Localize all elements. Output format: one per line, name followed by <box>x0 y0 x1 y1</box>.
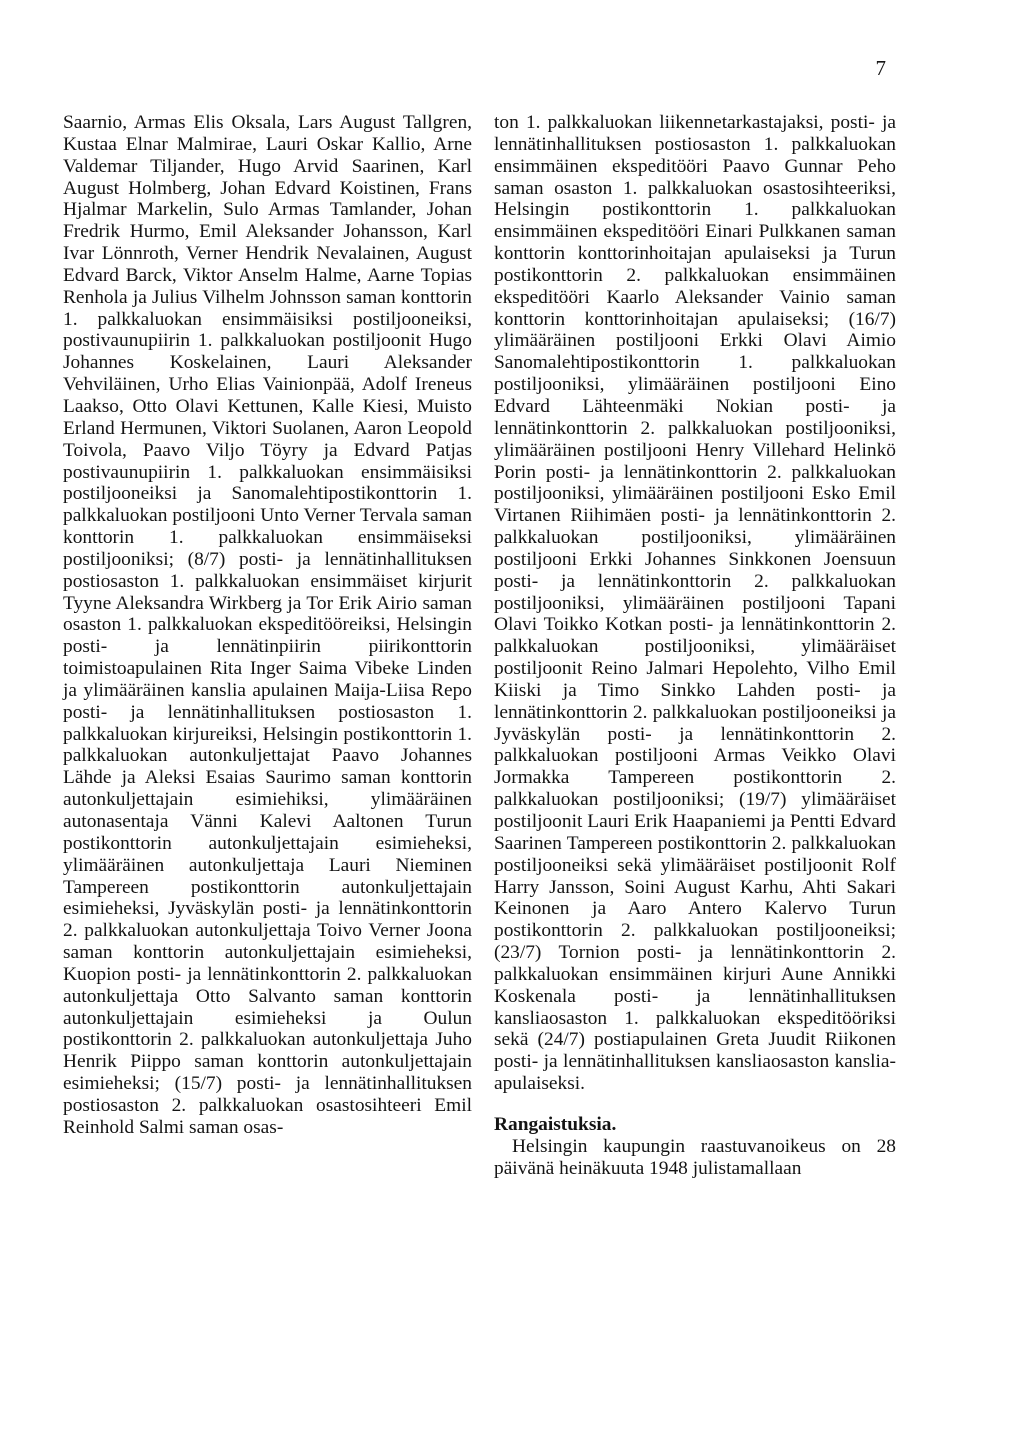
section-heading: Rangaistuksia. <box>494 1113 617 1135</box>
left-column-text: Saarnio, Armas Elis Oksala, Lars August Tallgren, Kustaa Elnar Malmirae, Lauri Oskar Kallio, Arne Valdemar Tiljander, Hugo Arvid Saarinen, Karl August Holmberg, Johan Edvard Koistinen, Frans Hjalmar Markelin, Sulo Armas Tamlander, Johan Fredrik Hurmo, Emil Aleksander Johansson, Karl Ivar Lönnroth, Verner Hendrik Nevalainen, August Edvard Barck, Viktor Anselm Halme, Aarne Topias Renhola ja Julius Vilhelm Johnsson saman konttorin 1. palkkaluokan ensimmäisiksi postiljooneiksi, postivaunupiirin 1. palkkaluokan postiljoonit Hugo Johannes Koskelainen, Lauri Aleksander Vehviläinen, Urho Elias Vainionpää, Adolf Ireneus Laakso, Otto Olavi Kettunen, Kalle Kiesi, Muisto Erland Hermunen, Viktori Suolanen, Aaron Leopold Toivola, Paavo Viljo Töyry ja Edvard Patjas postivaunupiirin 1. palkkaluokan ensimmäisiksi postiljooneiksi ja Sanomalehtipostikonttorin 1. palkkaluokan postiljooni Unto Verner Tervala saman konttorin 1. palkkaluokan ensimmäiseksi postiljooniksi; (8/7) posti- ja lennätinhallituksen postiosaston 1. palkkaluokan ensimmäiset kirjurit Tyyne Aleksandra Wirkberg ja Tor Erik Airio saman osaston 1. palkkaluokan ekspeditööreiksi, Helsingin posti- ja lennätinpiirin piirikonttorin toimistoapulainen Rita Inger Saima Vibeke Linden ja ylimääräinen kanslia apulainen Maija-Liisa Repo posti- ja lennätinhallituksen postiosaston 1. palkkaluokan kirjureiksi, Helsingin postikonttorin 1. palkkaluokan autonkuljettajat Paavo Johannes Lähde ja Aleksi Esaias Saurimo saman konttorin autonkuljettajain esimiehiksi, ylimääräinen autonasentaja Vänni Kalevi Aaltonen Turun postikonttorin autonkuljettajain esimieheksi, ylimääräinen autonkuljettaja Lauri Nieminen Tampereen postikonttorin autonkuljettajain esimieheksi, Jyväskylän posti- ja lennätinkonttorin 2. palkkaluokan autonkuljettaja Toivo Verner Joona saman konttorin autonkuljettajain esimieheksi, Kuopion posti- ja lennätinkonttorin 2. palkkaluokan autonkuljettaja Otto Salvanto saman konttorin autonkuljettajain esimieheksi ja Oulun postikonttorin 2. palkkaluokan autonkuljettaja Juho Henrik Piippo saman konttorin autonkuljettajain esimieheksi; (15/7) posti- ja lennätinhallituksen postiosaston 2. palkkaluokan osastosihteeri Emil Reinhold Salmi saman osas- <box>63 112 472 1138</box>
page-number: 7 <box>875 56 886 80</box>
left-column <box>63 112 472 1139</box>
right-column <box>494 112 896 1180</box>
section-text: Helsingin kaupungin raastuvanoikeus on 28 päivänä heinäkuuta 1948 julistamallaan <box>494 1135 896 1179</box>
right-column-text: ton 1. palkkaluokan liikennetarkastajaksi, posti- ja lennätinhallituksen postiosaston 1. palkkaluokan ensimmäinen ekspeditööri Paavo Gunnar Peho saman osaston 1. palkkaluokan osastosihteeriksi, Helsingin postikonttorin 1. palkkaluokan ensimmäinen ekspeditööri Einari Pulkkanen saman konttorin konttorinhoitajan apulaiseksi ja Turun postikonttorin 2. palkkaluokan ensimmäinen ekspeditööri Kaarlo Aleksander Vainio saman konttorin konttorinhoitajan apulaiseksi; (16/7) ylimääräinen postiljooni Erkki Olavi Aimio Sanomalehtipostikonttorin 1. palkkaluokan postiljooniksi, ylimääräinen postiljooni Eino Edvard Lähteenmäki Nokian posti- ja lennätinkonttorin 2. palkkaluokan postiljooniksi, ylimääräinen postiljooni Henry Villehard Helinkö Porin posti- ja lennätinkonttorin 2. palkkaluokan postiljooniksi, ylimääräinen postiljooni Esko Emil Virtanen Riihimäen posti- ja lennätinkonttorin 2. palkkaluokan postiljooniksi, ylimääräinen postiljooni Erkki Johannes Sinkkonen Joensuun posti- ja lennätinkonttorin 2. palkkaluokan postiljooniksi, ylimääräinen postiljooni Tapani Olavi Toikko Kotkan posti- ja lennätinkonttorin 2. palkkaluokan postiljooniksi, ylimääräiset postiljoonit Reino Jalmari Hepolehto, Vilho Emil Kiiski ja Timo Sinkko Lahden posti- ja lennätinkonttorin 2. palkkaluokan postiljooneiksi ja Jyväskylän posti- ja lennätinkonttorin 2. palkkaluokan postiljooni Armas Veikko Olavi Jormakka Tampereen postikonttorin 2. palkkaluokan postiljooniksi; (19/7) ylimääräiset postiljoonit Lauri Erik Haapaniemi ja Pentti Edvard Saarinen Tampereen postikonttorin 2. palkkaluokan postiljooneiksi sekä ylimääräiset postiljoonit Rolf Harry Jansson, Soini August Karhu, Ahti Sakari Keinonen ja Aaro Antero Kalervo Turun postikonttorin 2. palkkaluokan postiljooneiksi; (23/7) Tornion posti- ja lennätinkonttorin 2. palkkaluokan ensimmäinen kirjuri Aune Annikki Koskenala posti- ja lennätinhallituksen kansliaosaston 1. palkkaluokan ekspeditööriksi sekä (24/7) postiapulainen Greta Juudit Riikonen posti- ja lennätinhallituksen kansliaosaston kanslia-apulaiseksi. <box>494 112 896 1095</box>
